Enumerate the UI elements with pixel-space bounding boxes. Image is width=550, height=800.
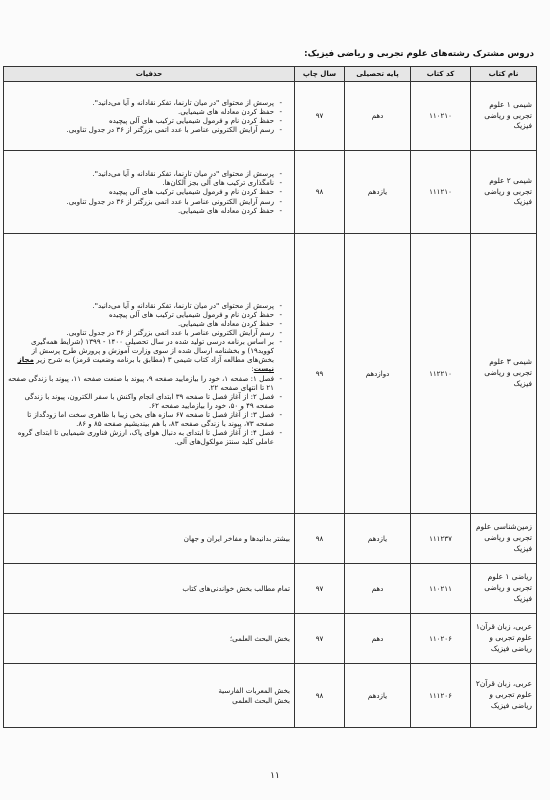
list-item: - حفظ کردن معادله های شیمیایی. [8,206,280,215]
book-code: ۱۱۲۲۱۰ [411,234,471,514]
list-item: - رسم آرایش الکترونی عناصر با عدد اتمی بزرگتر از ۳۶ در جدول تناوبی. [8,125,280,134]
note-text: بر اساس برنامه درسی تولید شده در سال تحصیلی ۱۴۰۰ - ۱۳۹۹ (شرایط همه‌گیری کووید۱۹) و بخشنامه ارسال شده از سوی وزارت آموزش و پرورش طرح پرسش از بخش‌های مطالعه آزاد کتاب شیمی ۳ (مطابق با برنامه وضعیت قرمز) به شرح زیر [30,337,274,365]
table-row [4,82,537,151]
omissions-cell [4,82,295,151]
omissions-cell: بخش البحث العلمی؛ [4,614,295,664]
list-item: - حفظ کردن نام و فرمول شیمیایی ترکیب های آلی پیچیده [8,116,280,125]
table-row [4,564,537,614]
note-emphasis: مجاز نیست [17,355,274,374]
book-code: ۱۱۰۲۱۰ [411,82,471,151]
grade: یازدهم [345,151,411,234]
omissions-cell [4,151,295,234]
omissions-cell [4,664,295,728]
section-heading: دروس مشترک رشته‌های علوم تجربی و ریاضی فیزیک: [304,49,534,59]
book-code: ۱۱۱۲۱۰ [411,151,471,234]
book-code: ۱۱۱۲۰۶ [411,664,471,728]
omissions-cell [4,234,295,514]
omissions-cell: بیشتر بدانیدها و مفاخر ایران و جهان [4,514,295,564]
table-row [4,614,537,664]
list-item: - پرسش از محتوای "در میان تارنما، تفکر نقادانه و آیا می‌دانید". [8,169,280,178]
column-header-print-year: سال چاپ [295,67,345,82]
print-year: ۹۹ [295,234,345,514]
list-item: - پرسش از محتوای "در میان تارنما، تفکر نقادانه و آیا می‌دانید". [8,301,280,310]
text-line: بخش البحث العلمی [232,695,290,705]
column-header-book-name: نام کتاب [471,67,537,82]
grade: دوازدهم [345,234,411,514]
print-year: ۹۷ [295,564,345,614]
column-header-omissions: حذفیات [4,67,295,82]
list-item: - فصل ۱: صفحه ۱، خود را بیازمایید صفحه ۹، پیوند با صنعت صفحه ۱۱، پیوند با زندگی صفحه ۲۱ تا انتهای صفحه ۲۲. [8,374,280,392]
note-colon: : [251,364,254,374]
table-row [4,514,537,564]
book-name: شیمی ۲ علوم تجربی و ریاضی فیزیک [471,151,537,234]
table-row [4,664,537,728]
list-item [8,337,280,373]
grade: دهم [345,82,411,151]
omissions-cell: تمام مطالب بخش خواندنی‌های کتاب [4,564,295,614]
table-header-row [4,67,537,82]
print-year: ۹۸ [295,151,345,234]
text-line: بخش المعربات الفارسية [218,686,290,696]
table-row [4,151,537,234]
book-name: عربی، زبان قرآن۱ علوم تجربی و ریاضی فیزیک [471,614,537,664]
list-item: - حفظ کردن معادله های شیمیایی. [8,319,280,328]
print-year: ۹۷ [295,614,345,664]
list-item: - نامگذاری ترکیب های آلی بجز آلکان‌ها. [8,178,280,187]
page-number: ۱۱ [270,771,280,781]
print-year: ۹۸ [295,664,345,728]
list-item: - حفظ کردن نام و فرمول شیمیایی ترکیب های آلی پیچیده [8,187,280,196]
book-code: ۱۱۰۲۱۱ [411,564,471,614]
list-item: - پرسش از محتوای "در میان تارنما، تفکر نقادانه و آیا می‌دانید". [8,98,280,107]
grade: یازدهم [345,664,411,728]
book-name: شیمی ۳ علوم تجربی و ریاضی فیزیک [471,234,537,514]
list-item: - رسم آرایش الکترونی عناصر با عدد اتمی بزرگتر از ۳۶ در جدول تناوبی. [8,197,280,206]
print-year: ۹۸ [295,514,345,564]
list-item: - رسم آرایش الکترونی عناصر با عدد اتمی بزرگتر از ۳۶ در جدول تناوبی. [8,328,280,337]
grade: دهم [345,564,411,614]
table-row [4,234,537,514]
print-year: ۹۷ [295,82,345,151]
column-header-book-code: کد کتاب [411,67,471,82]
omissions-table [3,66,537,728]
list-item: - فصل ۳: از آغاز فصل تا صفحه ۶۷ سازه های یخی زیبا با ظاهری سخت اما زودگداز تا صفحه ۷۳، پیوند با زندگی صفحه ۸۳، با هم بیندیشیم صفحه ۸۵ و ۸۶. [8,410,280,428]
book-name: زمین‌شناسی علوم تجربی و ریاضی فیزیک [471,514,537,564]
column-header-grade: پایه تحصیلی [345,67,411,82]
book-code: ۱۱۰۲۰۶ [411,614,471,664]
book-name: ریاضی ۱ علوم تجربی و ریاضی فیزیک [471,564,537,614]
grade: دهم [345,614,411,664]
list-item: - حفظ کردن نام و فرمول شیمیایی ترکیب های آلی پیچیده [8,310,280,319]
list-item: - فصل ۲: از آغاز فصل تا صفحه ۳۹ ابتدای انجام واکنش با سفر الکترون، پیوند با زندگی صفحه ۴۹ و ۵۰، خود را بیازمایید صفحه ۶۲. [8,392,280,410]
list-item: - حفظ کردن معادله های شیمیایی. [8,107,280,116]
book-name: شیمی ۱ علوم تجربی و ریاضی فیزیک [471,82,537,151]
list-item: - فصل ۴: از آغاز فصل تا ابتدای به دنبال هوای پاک، ارزش فناوری شیمیایی تا ابتدای گروه عاملی کلید سنتز مولکول‌های آلی. [8,428,280,446]
grade: یازدهم [345,514,411,564]
book-name: عربی، زبان قرآن۲ علوم تجربی و ریاضی فیزیک [471,664,537,728]
book-code: ۱۱۱۲۳۷ [411,514,471,564]
